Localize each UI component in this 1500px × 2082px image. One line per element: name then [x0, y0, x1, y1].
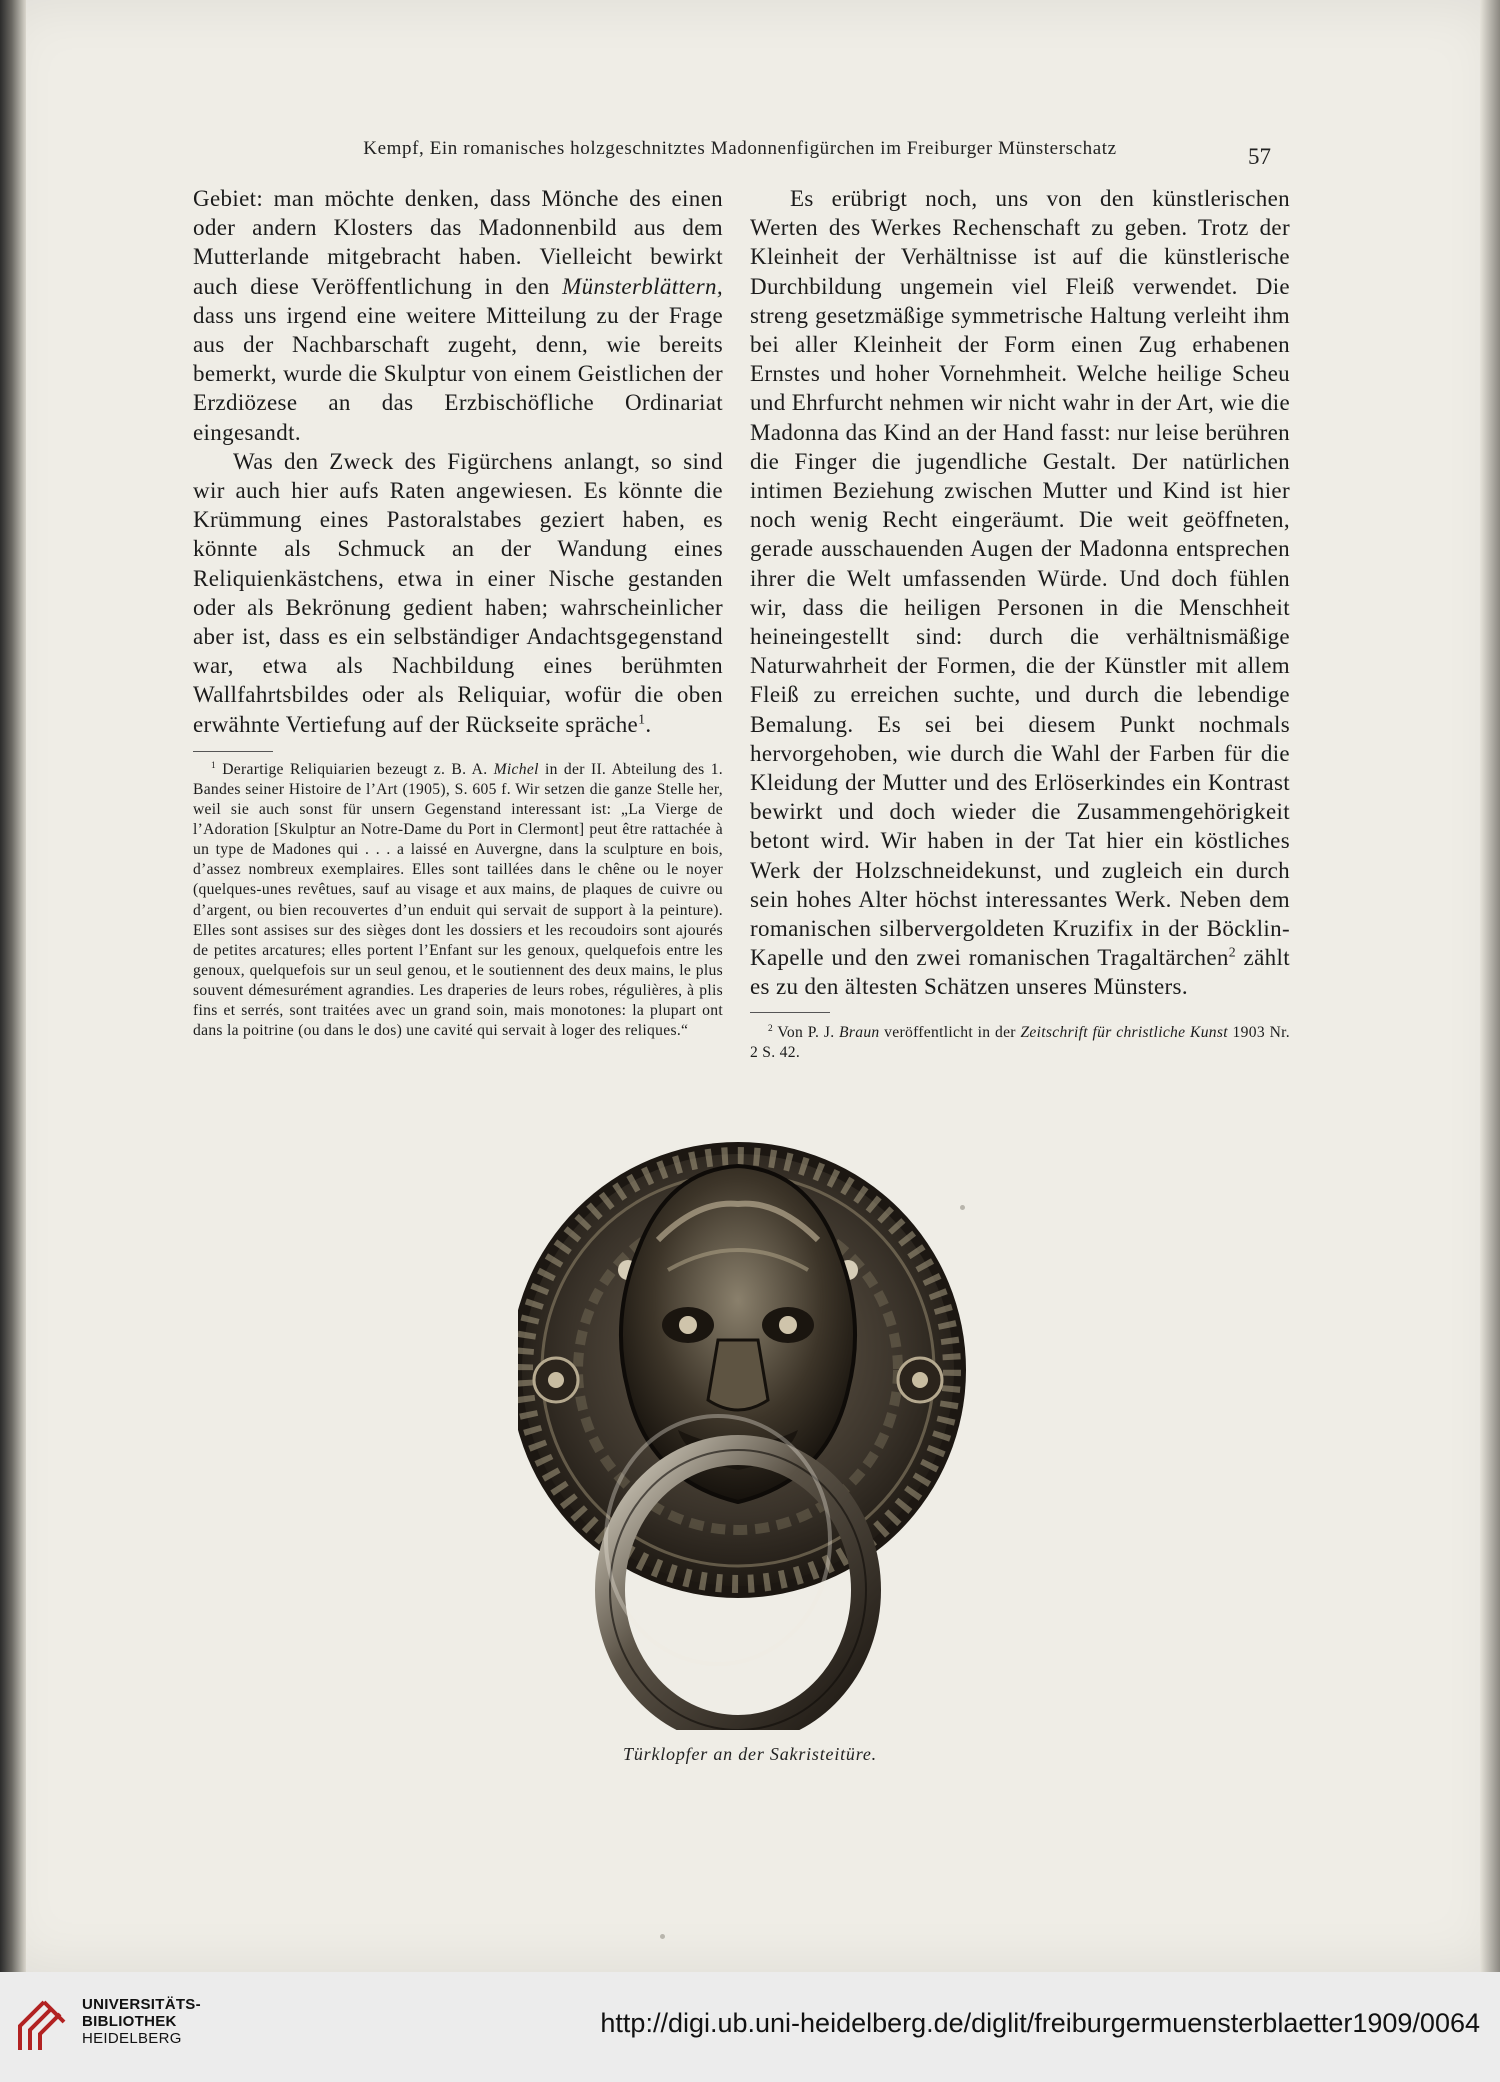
footnote-2-text-a: Von P. J. — [772, 1023, 840, 1041]
library-logo-icon — [14, 1986, 70, 2056]
left-paragraph-1-text: Gebiet: man möchte denken, dass Mönche des einen oder andern Klosters das Madonnenbild aus dem Mutterlande mitgebracht haben. Vielleicht bewirkt auch diese Veröffentlichung in den — [193, 186, 723, 299]
left-paragraph-1-italic: Münsterblättern, — [562, 273, 723, 299]
left-paragraph-2-end: . — [645, 711, 652, 737]
library-name-line-1: UNIVERSITÄTS- — [82, 1996, 201, 2013]
footnote-2-author: Braun — [839, 1023, 880, 1041]
footnote-2 — [750, 1023, 1290, 1063]
running-title: Kempf, Ein romanisches holzgeschnitztes Madonnenfigürchen im Freiburger Münsterschatz — [363, 138, 1117, 159]
library-name-line-2: BIBLIOTHEK — [82, 2013, 177, 2030]
footnote-1-text-a: Derartige Reliquiarien bezeugt z. B. A. — [215, 760, 494, 778]
left-paragraph-1 — [193, 184, 723, 447]
footnote-rule-left — [193, 751, 273, 752]
footnote-1-author: Michel — [493, 760, 539, 778]
viewer-footer — [0, 1972, 1500, 2082]
left-column — [193, 184, 723, 1041]
left-paragraph-1-end: dass uns irgend eine weitere Mitteilung zu der Frage aus der Nachbarschaft zugeht, denn, wie bereits bemerkt, wurde die Skulptur von einem Geistlichen der Erzdiözese an das Erzbischöfliche Ordinariat eingesandt. — [193, 302, 723, 445]
door-knocker-photo — [518, 1130, 982, 1730]
permalink-url[interactable]: http://digi.ub.uni-heidelberg.de/diglit/freiburgermuensterblaetter1909/0064 — [600, 2008, 1480, 2038]
footnote-1 — [193, 760, 723, 1041]
right-paragraph-1-text: Es erübrigt noch, uns von den künstlerischen Werten des Werkes Rechenschaft zu geben. Trotz der Kleinheit der Verhältnisse ist auf die künstlerische Durchbildung ungemein viel Fleiß verwendet. Die streng gesetzmäßige symmetrische Haltung verleiht ihm bei aller Kleinheit der Form einen Zug erhabenen Ernstes und hoher Vornehmheit. Welche heilige Scheu und Ehrfurcht nehmen wir nicht wahr in der Art, wie die Madonna das Kind an der Hand fasst: nur leise berühren die Finger die jugendliche Gestalt. Der natürlichen intimen Beziehung zwischen Mutter und Kind ist hier noch wenig Recht eingeräumt. Die weit geöffneten, gerade ausschauenden Augen der Madonna entsprechen ihrer die Welt umfassenden Würde. Und doch fühlen wir, dass die heiligen Personen in die Menschheit heineingestellt sind: durch die verhältnismäßige Naturwahrheit der Formen, die der Künstler mit allem Fleiß zu erreichen suchte, und durch die lebendige Bemalung. Es sei bei diesem Punkt nochmals hervorgehoben, wie durch die Wahl der Farben für die Kleidung der Mutter und des Erlöserkindes ein Kontrast bewirkt und doch wieder die Zusammengehörigkeit betont wird. Wir haben in der Tat hier ein köstliches Werk der Holzschneidekunst, und zugleich ein durch sein hohes Alter höchst interessantes Werk. Neben dem romanischen silbervergoldeten Kruzifix in der Böcklin-Kapelle und den zwei romanischen Tragaltärchen — [750, 186, 1290, 971]
footnote-ref-1: 1 — [638, 711, 646, 726]
footnote-rule-right — [750, 1012, 830, 1013]
right-column — [750, 184, 1290, 1063]
paper-speck — [660, 1934, 665, 1939]
footnote-1-number: 1 — [211, 760, 216, 771]
page-number: 57 — [1248, 144, 1271, 169]
footnote-2-text-b: veröffentlicht in der — [879, 1023, 1021, 1041]
footnote-2-journal: Zeitschrift für christliche Kunst — [1020, 1023, 1228, 1041]
left-paragraph-2 — [193, 447, 723, 739]
figure-caption: Türklopfer an der Sakristeitüre. — [623, 1744, 877, 1764]
library-name-line-3: HEIDELBERG — [82, 2030, 182, 2047]
paper-speck — [960, 1205, 965, 1210]
right-paragraph-1 — [750, 184, 1290, 1002]
footnote-2-number: 2 — [768, 1023, 773, 1034]
left-paragraph-2-text: Was den Zweck des Figürchens anlangt, so sind wir auch hier aufs Raten angewiesen. Es könnte die Krümmung eines Pastoralstabes geziert haben, es könnte als Schmuck an der Wandung eines Reliquienkästchens, etwa in einer Nische gestanden oder als Bekrönung gedient haben; wahrscheinlicher aber ist, dass es ein selbständiger Andachtsgegenstand war, etwa als Nachbildung eines berühmten Wallfahrtsbildes oder als Reliquiar, wofür die oben erwähnte Vertiefung auf der Rückseite spräche — [193, 448, 723, 737]
footnote-2-text-c: 1903 Nr. 2 S. 42. — [750, 1023, 1290, 1061]
right-paragraph-1-end: zählt es zu den ältesten Schätzen unseres Münsters. — [750, 945, 1290, 1000]
footnote-ref-2: 2 — [1228, 944, 1236, 960]
footnote-1-text-b: in der II. Abteilung des 1. Bandes seiner Histoire de l’Art (1905), S. 605 f. Wir setzen die ganze Stelle her, weil sie auch sonst für unsern Gegenstand interessant ist: „La Vierge de l’Adoration [Skulptur an Notre-Dame du Port in Clermont] peut être rattachée à un type de Madones qui . . . a laissé en Auvergne, dans la sculpture en bois, d’assez nombreux exemplaires. Elles sont taillées dans le chêne ou le noyer (quelques-unes revêtues, sauf au visage et aux mains, de plaques de cuivre ou d’argent, ou bien recouvertes d’un enduit qui servait de support à la peinture). Elles sont assises sur des sièges dont les dossiers et les recoudoirs sont ajourés de petites arcatures; elles portent l’Enfant sur les genoux, quelquefois entre les genoux, quelquefois sur un seul genou, et le soutiennent des deux mains, le plus souvent démesurément agrandies. Les draperies de leurs robes, régulières, à plis fins et serrés, sont traitées avec un grand soin, mais monotones: la plupart ont dans la poitrine (ou dans le dos) une cavité qui servait à loger des reliques.“ — [193, 760, 723, 1040]
library-name — [82, 1996, 201, 2047]
